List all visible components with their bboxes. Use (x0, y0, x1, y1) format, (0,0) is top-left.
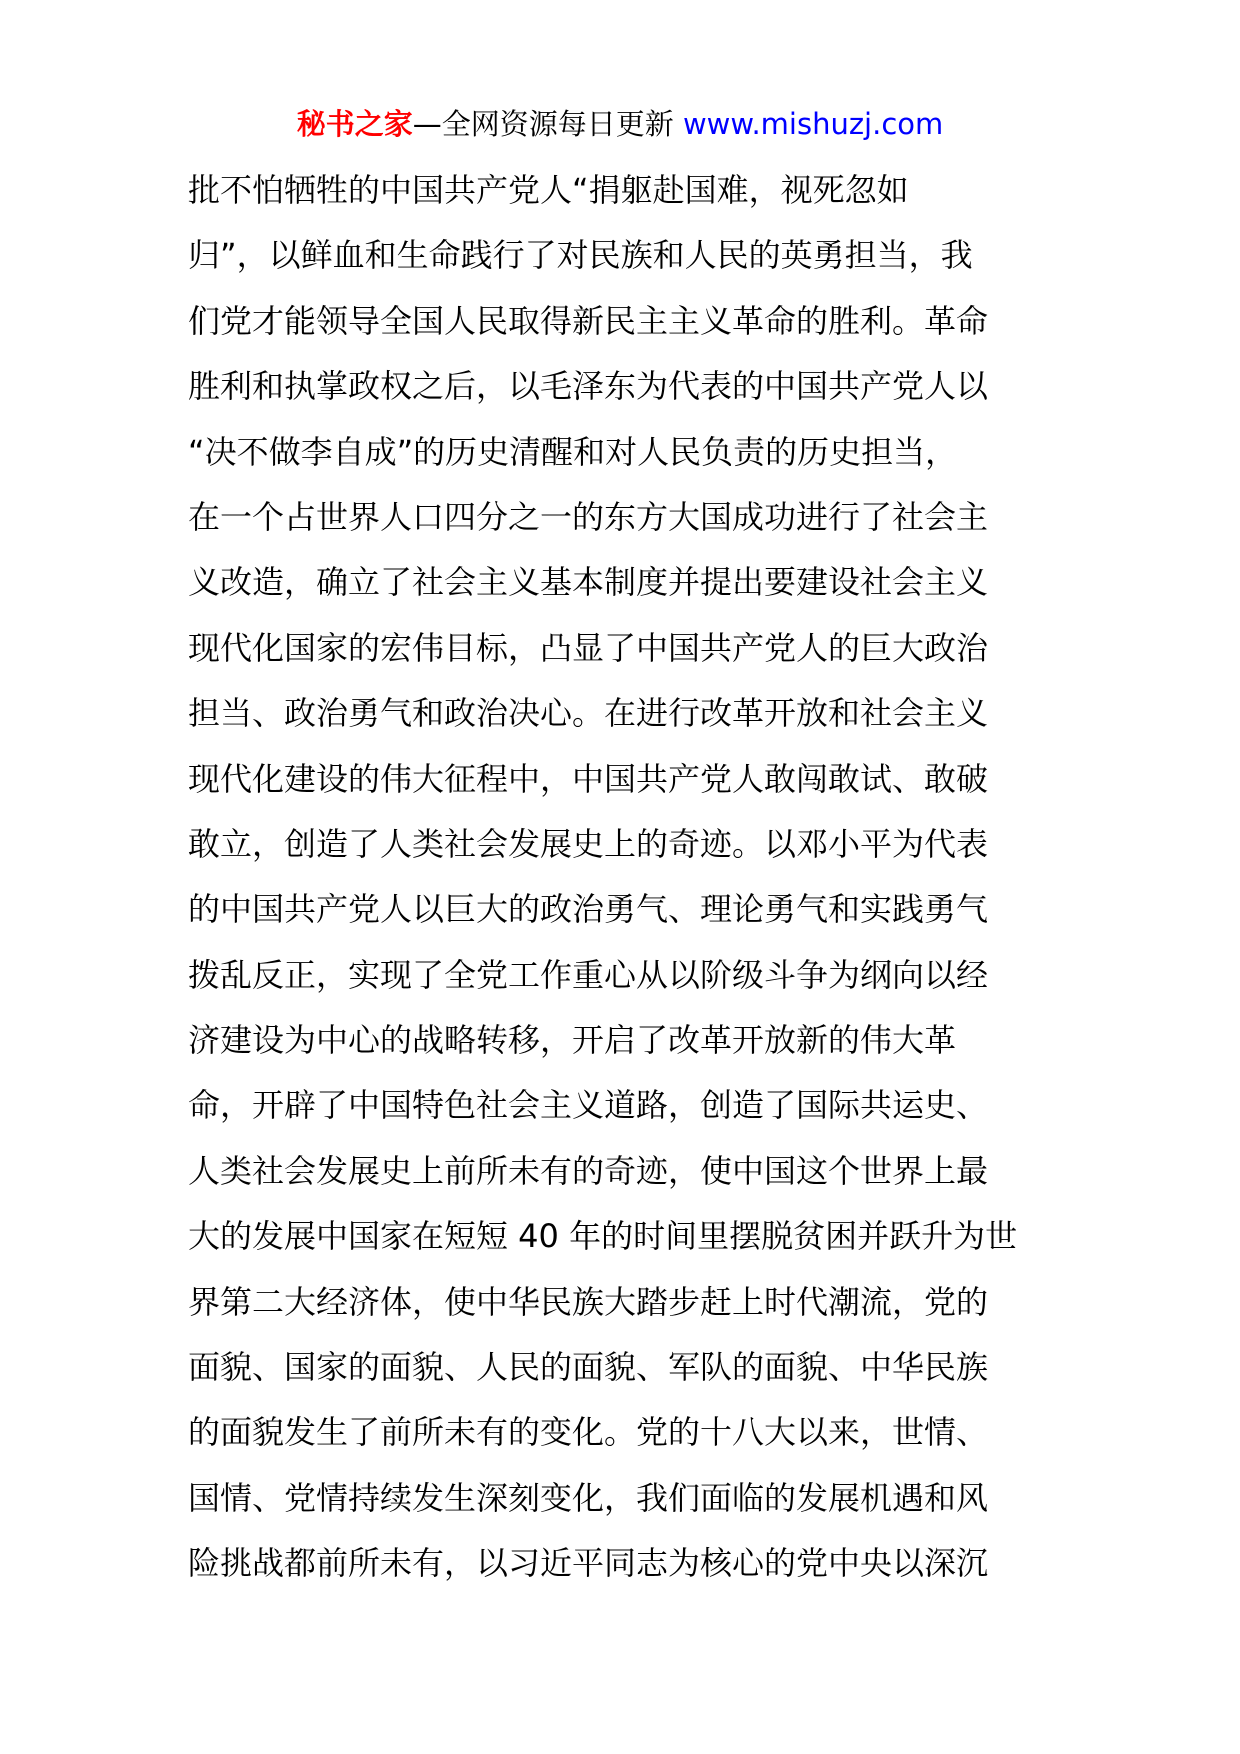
text-line: 济建设为中心的战略转移，开启了改革开放新的伟大革 (188, 1021, 957, 1060)
text-line: 归”，以鲜血和生命践行了对民族和人民的英勇担当，我 (188, 236, 973, 275)
body-paragraph (188, 158, 1068, 1597)
text-line: 的面貌发生了前所未有的变化。党的十八大以来，世情、 (188, 1413, 989, 1452)
text-line: 国情、党情持续发生深刻变化，我们面临的发展机遇和风 (188, 1478, 989, 1517)
header-tagline: —全网资源每日更新 (412, 107, 674, 141)
text-line: 险挑战都前所未有，以习近平同志为核心的党中央以深沉 (188, 1544, 989, 1583)
text-line: 的中国共产党人以巨大的政治勇气、理论勇气和实践勇气 (188, 890, 989, 929)
text-line: 人类社会发展史上前所未有的奇迹，使中国这个世界上最 (188, 1151, 989, 1190)
text-line: 大的发展中国家在短短 40 年的时间里摆脱贫困并跃升为世 (188, 1217, 1018, 1256)
text-line: 拨乱反正，实现了全党工作重心从以阶级斗争为纲向以经 (188, 955, 989, 994)
brand-name: 秘书之家 (296, 107, 413, 141)
text-line: 命，开辟了中国特色社会主义道路，创造了国际共运史、 (188, 1086, 989, 1125)
text-line: 现代化国家的宏伟目标，凸显了中国共产党人的巨大政治 (188, 628, 989, 667)
text-line: 胜利和执掌政权之后，以毛泽东为代表的中国共产党人以 (188, 367, 989, 406)
text-line: 敢立，创造了人类社会发展史上的奇迹。以邓小平为代表 (188, 824, 989, 863)
text-line: “决不做李自成”的历史清醒和对人民负责的历史担当， (188, 432, 958, 471)
text-line: 义改造，确立了社会主义基本制度并提出要建设社会主义 (188, 563, 989, 602)
text-line: 们党才能领导全国人民取得新民主主义革命的胜利。革命 (188, 301, 989, 340)
site-url-link[interactable]: www.mishuzj.com (682, 107, 944, 141)
text-line: 批不怕牺牲的中国共产党人“捐躯赴国难，视死忽如 (188, 171, 909, 209)
text-line: 在一个占世界人口四分之一的东方大国成功进行了社会主 (188, 497, 989, 536)
site-header (0, 100, 1240, 148)
text-line: 担当、政治勇气和政治决心。在进行改革开放和社会主义 (188, 694, 989, 733)
text-line: 面貌、国家的面貌、人民的面貌、军队的面貌、中华民族 (188, 1348, 989, 1387)
text-line: 现代化建设的伟大征程中，中国共产党人敢闯敢试、敢破 (188, 759, 989, 798)
text-line: 界第二大经济体，使中华民族大踏步赶上时代潮流，党的 (188, 1282, 989, 1321)
